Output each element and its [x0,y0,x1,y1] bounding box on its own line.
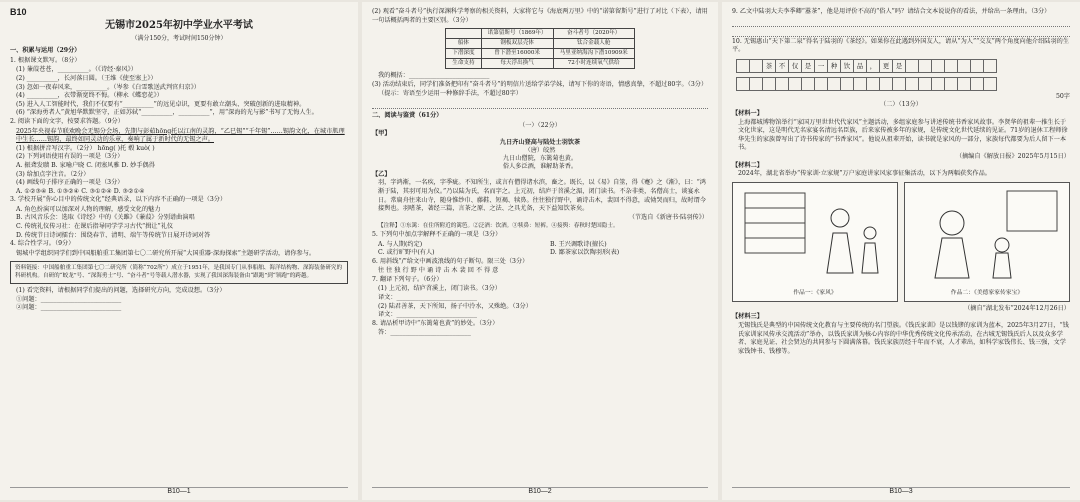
answer-line[interactable]: 答：__________________________ [378,329,471,337]
material-1-title: 【材料一】 [732,109,763,117]
grid-cell[interactable] [853,77,867,91]
table-cell: 曾下潜至16000米 [481,49,553,59]
question-4-2: (2) 观看“奋斗者号”执行深渊科学考察的相关资料，大家将它与《海底两万里》中的“诺第留斯号”进行了对比（下表），请用一句话概括两者的主要区别。（3分） [372,8,708,24]
grid-cell[interactable] [918,77,932,91]
grid-cell[interactable]: 品 [853,59,867,73]
grid-cell[interactable] [931,59,945,73]
grid-cell[interactable]: 是 [892,59,906,73]
cartoon-2-drawing [905,183,1069,283]
table-cell: 生命支持 [446,59,481,69]
grid-cell[interactable] [788,77,802,91]
poem-author: （唐）皎然 [524,146,556,154]
grid-cell[interactable] [918,59,932,73]
grid-cell[interactable] [879,77,893,91]
q3-option: A. 角色扮演可以加深对人物的理解，感受文化的魅力 [16,205,161,213]
grid-cell[interactable] [866,77,880,91]
grid-cell[interactable] [749,59,763,73]
q3-option: D. 传统节日诗词擂台：围绕春节、清明、端午等传统节日展开诗词对答 [16,231,211,239]
cartoon-1-caption: 作品一：《家风》 [793,290,837,297]
text-yi-label: 【乙】 [372,170,391,178]
comparison-table [445,28,635,69]
table-row [446,59,635,69]
grid-cell[interactable]: ， [866,59,880,73]
grid-cell[interactable] [944,77,958,91]
q2-sub: A. ①②③④ B. ①③②④ C. ③①②④ D. ③②①④ [16,187,145,195]
question-2-subs [10,145,348,197]
grid-cell[interactable] [827,77,841,91]
q1-line: (4) __________，衣带渐宽终不悔。（柳永《蝶恋花》） [16,92,163,100]
poem-line: 俗人多泛酒，谁解助茶香。 [502,162,578,170]
question-6-text: 往 往 独 行 野 中 诵 诗 击 木 裴 回 不 得 意 [378,267,499,275]
page-number: B10—1 [167,488,191,496]
answer-line[interactable]: ①问题：__________________________ [16,295,122,303]
section-heading: 一、积累与运用（29分） [10,47,81,55]
cartoon-pair [732,182,1070,302]
page-number: B10—3 [889,488,913,496]
q2-sub: (4) 画线句子排序正确的一项是（3分） [16,179,124,187]
part-heading: （一）（22分） [519,121,561,129]
answer-line[interactable] [732,28,1070,37]
question-2: 2. 阅读下面的文字，按要求答题。（9分） [10,117,124,125]
question-5-options [372,241,708,250]
grid-cell[interactable] [814,77,828,91]
question-4-3: (3) 活动结束后，同学们准备把印有“奋斗者号”的明信片送给学弟学妹，请写下你的寄语，情感真挚，不超过80字。（3分） [372,80,708,88]
grid-cell[interactable]: 仅 [788,59,802,73]
table-row [446,49,635,59]
grid-cell[interactable] [944,59,958,73]
material-2-title: 【材料二】 [732,161,763,169]
q1-line: (5) 进入人工智能时代，我们不仅要有“__________”的远见卓识，更要有敢立潮头、突破创新的进取精神。 [16,100,306,108]
table-cell: 钢板双层壳体 [481,39,553,49]
question-6: 6. 用斜线“/”给文中画波浪线的句子断句。限三处（3分） [372,257,529,265]
question-4-sub: (1) 看完资料，请根据同学们提出的问题，选择研究方向，完成设想。（3分） [16,287,226,295]
question-9: 9. 乙文中陆羽大夫李季卿“嚣茶”，他是用评价不高的“俗人”吗？请结合文本说说你的看法，并给出一条理由。（3分） [732,8,1051,15]
q7-line: (1) 上元初，结庐苕溪上，闭门读书。（3分） [378,285,501,293]
question-3: 3. 学校开展“你心目中的传统文化”经典语录，以下内容不正确的一项是（3分） [10,196,227,204]
grid-cell[interactable] [749,77,763,91]
answer-line[interactable]: 我的概括：__________________________ [378,72,490,80]
q2-sub: (2) 下列词语使用有误的一项是（3分） [16,153,124,161]
grid-cell[interactable] [801,77,815,91]
q2-sub: A. 振聋发聩 B. 家喻户晓 C. 闭塞风雅 D. 妙手偶得 [16,161,155,169]
grid-cell[interactable]: 一 [814,59,828,73]
grid-cell[interactable] [905,77,919,91]
material-3-text: 无锡钱氏是典型的中国传统文化教育与主要传统的名门望族。《钱氏家训》是以钱镠的家训为蓝本，2025年3月27日，“钱氏家训家风传承交流活动”举办，以钱氏家训为核心内容的中华优秀传统文化传承活动，在古城无锡钱氏后人以及众多学者、家庭见证、社会贤达的共同参与下圆满落幕。钱氏家族历经千年而不衰，人才辈出，如科学家钱伟长、钱三强，文学家钱钟书、钱穆等。 [738,321,1069,355]
grid-cell[interactable] [957,77,971,91]
q2-sub: (3) 给加点字注音。（2分） [16,170,90,178]
answer-line[interactable]: ②问题：__________________________ [16,304,122,312]
table-row [446,39,635,49]
q1-line: (2) __________，长河落日圆。（王维《使至塞上》） [16,74,157,82]
q1-line: (1) 蒹葭苍苍，__________。（《诗经·秦风》） [16,66,137,74]
q7-line: (2) 陆君善茶，天下所知，扬子中泠水，又殊绝。（3分） [378,302,532,310]
poem-title: 九日齐山登高与陆处士羽饮茶 [499,138,581,146]
table-cell: 下潜深度 [446,49,481,59]
exam-page-1 [0,2,358,500]
table-cell: 每天浮出换气 [481,59,553,69]
grid-cell[interactable]: 是 [801,59,815,73]
material-2-text: 2024年，湖北省举办“传家训·立家规”万户家庭讲家风家事征集活动，以下为两幅获奖作品。 [738,170,991,178]
section-heading: 二、阅读与鉴赏（61分） [372,111,443,119]
page-number: B10—2 [528,488,552,496]
grid-cell[interactable]: 不 [775,59,789,73]
question-4-text: 锡城中学组织同学们到中国船舶重工集团第七〇二研究所开展“大国重器·深海探索”主题研学活动，请你参与。 [16,249,316,257]
part-heading: （二）（13分） [880,101,922,109]
exam-page-2 [362,2,718,500]
paper-code: B10 [10,7,27,17]
question-3-options [10,206,348,240]
grid-cell[interactable]: 茶 [762,59,776,73]
grid-cell[interactable] [957,59,971,73]
grid-cell[interactable] [983,77,997,91]
table-cell: 马里亚纳海沟下潜10909米 [553,49,634,59]
text-source: （节选自《新唐书·陆羽传》） [628,213,708,221]
grid-cell[interactable]: 饮 [840,59,854,73]
question-hint: （提示：寄语至少运用一种修辞手法，不超过80字） [378,90,522,98]
grid-cell[interactable] [775,77,789,91]
grid-cell[interactable] [970,59,984,73]
writing-grid[interactable] [736,77,1070,91]
exam-title: 无锡市2025年初中学业水平考试 [105,19,253,31]
table-header-cell [446,29,481,39]
table-cell: 船体 [446,39,481,49]
exam-subtitle: （满分150分，考试时间150分钟） [131,34,227,42]
material-box: 资料链接：中国船舶重工集团第七〇二研究所（简称“702所”）成立于1951年，是我国专门从事船舶、海洋结构物、深海装备研究的科研机构。自研的“蛟龙”号、“深海勇士”号、“奋斗者”号等载人潜水器，实现了我国深海装备由“跟跑”到“领跑”的跨越。 [10,261,348,284]
table-cell: 72小时连续氧气供给 [553,59,634,69]
question-8: 8. 请品析甲诗中“东篱菊也黄”的妙处。（3分） [372,319,499,327]
question-1-lines [10,66,348,118]
answer-line[interactable]: 译文：__________________________ [378,311,477,319]
material-1-text: 上海都城博物馆举行“家国万里世世代代家风”主题活动，多组家庭参与讲述传统书香家风故事。李贤华的祖辈一推生长于文化世家，这是明代无名家宴名清远名臣族，后来家传被多年的家规，是传统文化世代延续的见证。71岁的退休工程师徐华先生的家族曾写出了诗书传家的“书香家风”。他说从祖辈开始，读书就是家风的一部分，家族每代都要为后人留下一本书。 [738,118,1068,152]
q3-option: B. 古风音乐会：选取《诗经》中的《关雎》《蒹葭》分别谱曲演唱 [16,214,195,222]
question-5-options [372,249,708,258]
material-2-source: （摘自“湖北发布”2024年12月26日） [964,304,1070,312]
question-7: 7. 翻译下列句子。（6分） [372,275,443,283]
grid-cell[interactable] [983,59,997,73]
q5-option: D. 鄙茶家以饮陶羽形(表) [550,249,620,257]
grid-cell[interactable] [931,77,945,91]
cartoon-2-caption: 作品二：《美德家家传家宝》 [950,290,1024,297]
exam-sheet [0,2,1080,500]
grid-cell[interactable]: 更 [879,59,893,73]
question-4: 4. 综合性学习。（9分） [10,240,75,248]
grid-cell[interactable] [970,77,984,91]
table-header-cell: 奋斗者号（2020年） [553,29,634,39]
q1-line: (3) 忽如一夜春风来，__________。（岑参《白雪歌送武判官归京》） [16,83,200,91]
cartoon-1-drawing [733,183,897,283]
grid-cell[interactable] [840,77,854,91]
answer-line[interactable] [372,100,708,109]
grid-word-count: 50字 [1055,92,1070,100]
question-5: 5. 下列句中加点字解释不正确的一项是（3分） [372,230,502,238]
material-3-title: 【材料三】 [732,313,763,321]
exam-page-3 [722,2,1080,500]
q5-option: B. 王兴调歌诗(擅长) [550,240,607,248]
q5-option: A. 与人期(约定) [378,240,423,248]
q3-option: C. 传统礼仪传习社：在课后指导同学学习古代“揖让”礼仪 [16,223,174,231]
table-header-cell: 诺第留斯号（1869年） [481,29,553,39]
writing-grid[interactable] [736,59,1070,73]
grid-cell[interactable]: 种 [827,59,841,73]
grid-cell[interactable] [892,77,906,91]
material-1-source: （摘编自《解放日报》2025年5月15日） [955,152,1070,160]
grid-cell[interactable] [736,77,750,91]
grid-cell[interactable] [905,59,919,73]
poem-line: 九日山僧院，东篱菊也黄。 [502,154,578,162]
cartoon-2 [904,182,1070,302]
question-1: 1. 根据课文默写。（8分） [10,56,81,64]
classical-text: 羽，字鸿渐，一名疾，字季疵。不知所生，或言有僧得诸水滨，畜之。既长，以《易》自筮，得《蹇》之《渐》，曰：“鸿渐于陆，其羽可用为仪。”乃以陆为氏，名而字之。上元初，结庐于苕溪之湄，闭门读书。不杂非类，名僧高士，谈宴永日。常扁舟往来山寺，随身惟纱巾、藤鞋、短褐、犊鼻。往往独行野中，诵诗击木，裴回不得意，或恸哭而归，故时谓今接舆也。羽嗜茶，著经三篇，言茶之原、之法、之具尤备，天下益知饮茶矣。 [378,179,706,213]
table-cell: 钛合金载人舱 [553,39,634,49]
grid-cell[interactable] [736,59,750,73]
q1-line: (6) “深海勇者人”黄旭华默默坚守，正如苏轼“__________，__________”，用“深海的光与影”书写了无悔人生。 [16,109,318,117]
answer-line[interactable] [732,18,1070,27]
q2-sub: (1) 根据拼音写汉字。（2分） hōng( )托 毂 kuò( ) [16,144,155,152]
table-header-row [446,29,635,39]
q5-option: C. 或行旷野中(有人) [378,249,435,257]
text-jia-label: 【甲】 [372,130,391,138]
annotation: 【注释】①东篱：在住所附近的篱笆。②泛酒：饮酒。③犊鼻：短裤。④接舆：春秋时楚国隐士。 [378,223,619,230]
answer-line[interactable]: 译文：__________________________ [378,294,477,302]
question-2-text: 2025年央视春节联欢晚会无锡分会场，先期与彭茹hōng托以江南的灵韵，“乙巳锡”“千年锡”……锡韵文化，在城市肌理中生长……锡韵，最终如同灵动的乐章，奏响了属于新时代的无锡之声。 [16,127,345,144]
question-10: 10. 无锡惠山“天下第二泉”得名于陆羽的《茶经》。如果你在此遇到外国友人，请从“为人”“交友”两个角度向他介绍陆羽的生平。 [732,37,1070,54]
cartoon-1 [732,182,898,302]
grid-cell[interactable] [762,77,776,91]
